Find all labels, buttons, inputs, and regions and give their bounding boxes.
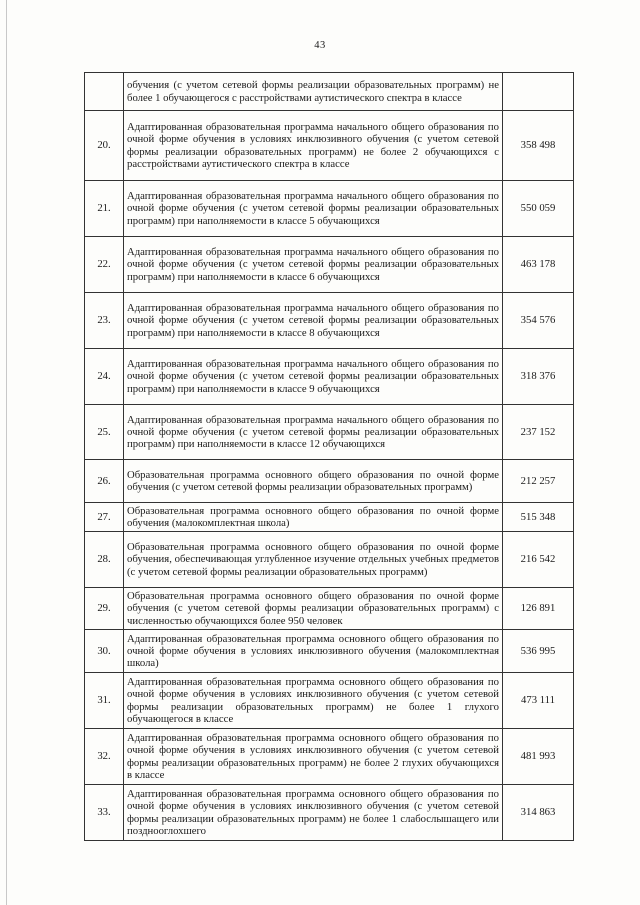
table-row xyxy=(85,503,574,532)
program-description: Образовательная программа основного общего образования по очной форме обучения (с учетом сетевой формы реализации образовательных программ) xyxy=(124,460,503,503)
cost-value: 318 376 xyxy=(503,349,574,405)
row-number: 24. xyxy=(85,349,124,405)
row-number: 31. xyxy=(85,673,124,729)
table-row xyxy=(85,237,574,293)
cost-value: 358 498 xyxy=(503,111,574,181)
program-description: Образовательная программа основного общего образования по очной форме обучения (малокомплектная школа) xyxy=(124,503,503,532)
table-row xyxy=(85,405,574,460)
cost-value: 515 348 xyxy=(503,503,574,532)
row-number: 30. xyxy=(85,630,124,673)
table-row xyxy=(85,630,574,673)
cost-value: 481 993 xyxy=(503,729,574,785)
row-number xyxy=(85,73,124,111)
table-row xyxy=(85,73,574,111)
row-number: 20. xyxy=(85,111,124,181)
program-description: Адаптированная образовательная программа начального общего образования по очной форме обучения в условиях инклюзивного обучения (с учетом сетевой формы реализации образовательных программ) не более 2 обучающихся с расстройствами аутистического спектра в классе xyxy=(124,111,503,181)
row-number: 21. xyxy=(85,181,124,237)
row-number: 33. xyxy=(85,785,124,841)
cost-value: 314 863 xyxy=(503,785,574,841)
table-row xyxy=(85,532,574,588)
table-row xyxy=(85,460,574,503)
table-row xyxy=(85,293,574,349)
normative-cost-table xyxy=(84,72,574,841)
program-description: Адаптированная образовательная программа начального общего образования по очной форме обучения (с учетом сетевой формы реализации образовательных программ) при наполняемости в классе 9 обучающихся xyxy=(124,349,503,405)
program-description: Адаптированная образовательная программа основного общего образования по очной форме обучения в условиях инклюзивного обучения (с учетом сетевой формы реализации образовательных программ) не более 1 слабослышащего или позднооглохшего xyxy=(124,785,503,841)
row-number: 22. xyxy=(85,237,124,293)
table-row xyxy=(85,588,574,630)
program-description: Адаптированная образовательная программа основного общего образования по очной форме обучения в условиях инклюзивного обучения (с учетом сетевой формы реализации образовательных программ) не более 2 глухих обучающихся в классе xyxy=(124,729,503,785)
row-number: 29. xyxy=(85,588,124,630)
cost-value: 126 891 xyxy=(503,588,574,630)
row-number: 27. xyxy=(85,503,124,532)
cost-value: 237 152 xyxy=(503,405,574,460)
row-number: 26. xyxy=(85,460,124,503)
table-row xyxy=(85,349,574,405)
table-row xyxy=(85,673,574,729)
row-number: 28. xyxy=(85,532,124,588)
cost-value: 550 059 xyxy=(503,181,574,237)
table-row xyxy=(85,785,574,841)
program-description: Адаптированная образовательная программа начального общего образования по очной форме обучения (с учетом сетевой формы реализации образовательных программ) при наполняемости в классе 8 обучающихся xyxy=(124,293,503,349)
program-description: Адаптированная образовательная программа начального общего образования по очной форме обучения (с учетом сетевой формы реализации образовательных программ) при наполняемости в классе 12 обучающихся xyxy=(124,405,503,460)
table-row xyxy=(85,111,574,181)
row-number: 32. xyxy=(85,729,124,785)
cost-value: 212 257 xyxy=(503,460,574,503)
cost-value xyxy=(503,73,574,111)
program-description: Образовательная программа основного общего образования по очной форме обучения (с учетом сетевой формы реализации образовательных программ) с численностью обучающихся более 950 человек xyxy=(124,588,503,630)
cost-value: 216 542 xyxy=(503,532,574,588)
page-number: 43 xyxy=(314,40,326,51)
cost-value: 354 576 xyxy=(503,293,574,349)
program-description: Адаптированная образовательная программа начального общего образования по очной форме обучения (с учетом сетевой формы реализации образовательных программ) при наполняемости в классе 5 обучающихся xyxy=(124,181,503,237)
program-description: Адаптированная образовательная программа начального общего образования по очной форме обучения (с учетом сетевой формы реализации образовательных программ) при наполняемости в классе 6 обучающихся xyxy=(124,237,503,293)
table-row xyxy=(85,729,574,785)
table-row xyxy=(85,181,574,237)
row-number: 25. xyxy=(85,405,124,460)
cost-value: 536 995 xyxy=(503,630,574,673)
page-edge-line xyxy=(6,0,7,905)
program-description: обучения (с учетом сетевой формы реализации образовательных программ) не более 1 обучающегося с расстройствами аутистического спектра в классе xyxy=(124,73,503,111)
cost-value: 463 178 xyxy=(503,237,574,293)
program-description: Образовательная программа основного общего образования по очной форме обучения, обеспечивающая углубленное изучение отдельных учебных предметов (с учетом сетевой формы реализации образовательных программ) xyxy=(124,532,503,588)
program-description: Адаптированная образовательная программа основного общего образования по очной форме обучения в условиях инклюзивного обучения (с учетом сетевой формы реализации образовательных программ) не более 1 глухого обучающегося в классе xyxy=(124,673,503,729)
row-number: 23. xyxy=(85,293,124,349)
program-description: Адаптированная образовательная программа основного общего образования по очной форме обучения в условиях инклюзивного обучения (малокомплектная школа) xyxy=(124,630,503,673)
cost-value: 473 111 xyxy=(503,673,574,729)
